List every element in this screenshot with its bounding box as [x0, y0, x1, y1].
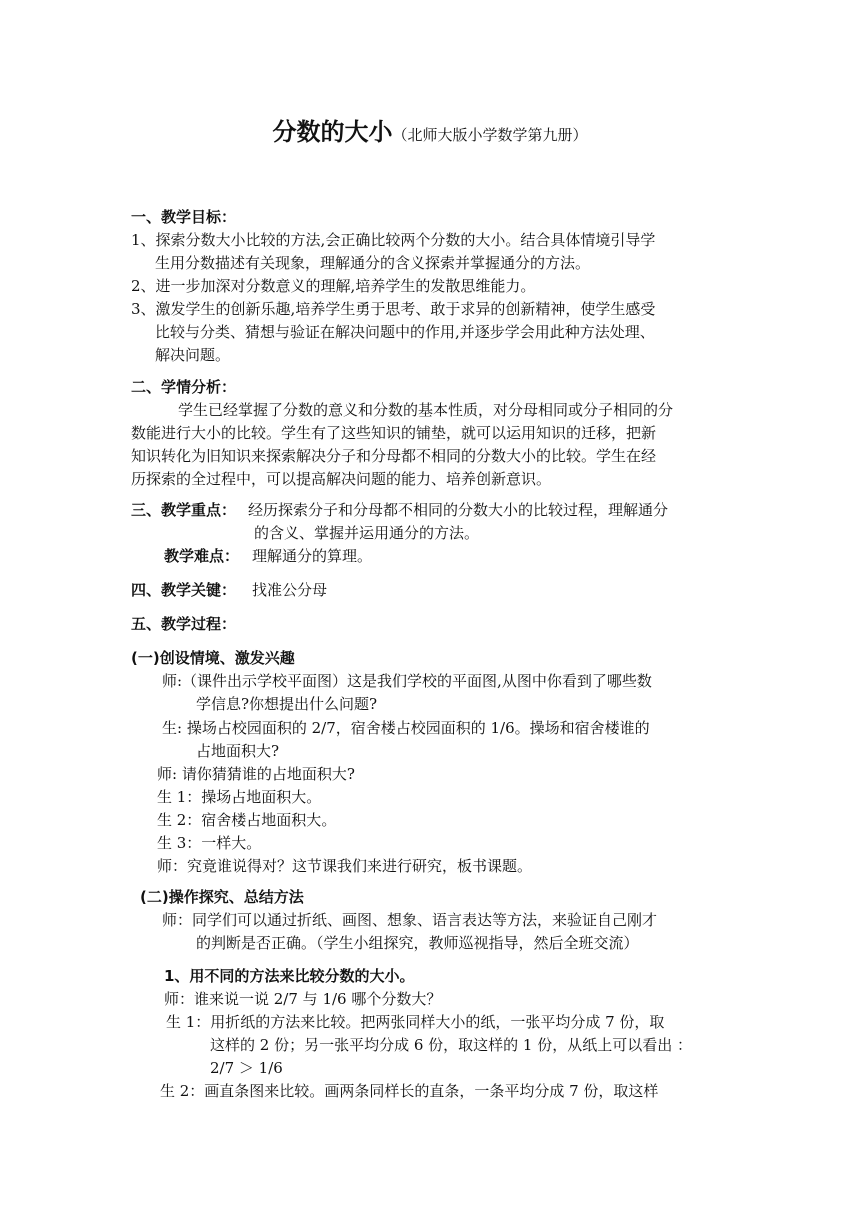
- difficulty-text: 理解通分的算理。: [252, 547, 373, 565]
- analysis-line: 学生已经掌握了分数的意义和分数的基本性质，对分母相同或分子相同的分: [178, 401, 674, 419]
- objective-line: 解决问题。: [155, 346, 231, 364]
- dialogue-line: 学信息?你想提出什么问题?: [196, 695, 378, 713]
- key-text: 找准公分母: [252, 581, 328, 599]
- analysis-line: 知识转化为旧知识来探索解决分子和分母都不相同的分数大小的比较。学生在经: [131, 447, 657, 465]
- dialogue-line: 生 1：用折纸的方法来比较。把两张同样大小的纸，一张平均分成 7 份，取: [166, 1013, 665, 1031]
- objective-line: 2、进一步加深对分数意义的理解,培养学生的发散思维能力。: [131, 277, 536, 295]
- dialogue-line: 生 2：画直条图来比较。画两条同样长的直条，一条平均分成 7 份，取这样: [160, 1082, 659, 1100]
- analysis-line: 数能进行大小的比较。学生有了这些知识的铺垫，就可以运用知识的迁移，把新: [131, 424, 657, 442]
- sub-heading-compare: 1、用不同的方法来比较分数的大小。: [164, 967, 415, 985]
- dialogue-line: 生 3：一样大。: [157, 834, 262, 852]
- objective-line: 比较与分类、猜想与验证在解决问题中的作用,并逐步学会用此种方法处理、: [155, 323, 655, 341]
- part-heading-explore: (二)操作探究、总结方法: [140, 888, 304, 906]
- dialogue-line: 的判断是否正确。（学生小组探究，教师巡视指导，然后全班交流）: [196, 934, 639, 952]
- objective-line: 生用分数描述有关现象，理解通分的含义探索并掌握通分的方法。: [155, 254, 591, 272]
- title-subtitle: （北师大版小学数学第九册）: [392, 126, 588, 144]
- section-heading-key-points: 三、教学重点：: [131, 501, 237, 519]
- dialogue-line: 师: 请你猜猜谁的占地面积大?: [157, 765, 355, 783]
- document-title: [0, 112, 860, 147]
- fraction-comparison: 2/7 ＞ 1/6: [210, 1059, 283, 1077]
- dialogue-line: 生 2：宿舍楼占地面积大。: [157, 811, 337, 829]
- dialogue-line: 师：谁来说一说 2/7 与 1/6 哪个分数大？: [164, 990, 442, 1008]
- dialogue-line: 师：究竟谁说得对？这节课我们来进行研究，板书课题。: [157, 857, 533, 875]
- difficulty-label: 教学难点：: [164, 547, 240, 565]
- objective-line: 3、激发学生的创新乐趣,培养学生勇于思考、敢于求异的创新精神，使学生感受: [131, 300, 656, 318]
- dialogue-line: 师：同学们可以通过折纸、画图、想象、语言表达等方法，来验证自己刚才: [162, 911, 658, 929]
- dialogue-line: 师:（课件出示学校平面图）这是我们学校的平面图,从图中你看到了哪些数: [162, 672, 652, 690]
- analysis-line: 历探索的全过程中，可以提高解决问题的能力、培养创新意识。: [131, 470, 552, 488]
- section-heading-objectives: 一、教学目标：: [131, 208, 237, 226]
- section-heading-analysis: 二、学情分析：: [131, 378, 237, 396]
- section-heading-process: 五、教学过程：: [131, 615, 237, 633]
- dialogue-line: 生 1：操场占地面积大。: [157, 788, 322, 806]
- section-heading-key: 四、教学关键：: [131, 581, 237, 599]
- dialogue-line: 这样的 2 份；另一张平均分成 6 份，取这样的 1 份，从纸上可以看出 ：: [210, 1036, 693, 1054]
- dialogue-line: 占地面积大?: [196, 742, 280, 760]
- key-points-line: 的含义、掌握并运用通分的方法。: [254, 524, 480, 542]
- part-heading-situation: (一)创设情境、激发兴趣: [131, 649, 295, 667]
- key-points-line: 经历探索分子和分母都不相同的分数大小的比较过程，理解通分: [248, 501, 669, 519]
- objective-line: 1、探索分数大小比较的方法,会正确比较两个分数的大小。结合具体情境引导学: [131, 231, 656, 249]
- title-main: 分数的大小: [272, 118, 393, 146]
- dialogue-line: 生: 操场占校园面积的 2/7，宿舍楼占校园面积的 1/6。操场和宿舍楼谁的: [162, 719, 650, 737]
